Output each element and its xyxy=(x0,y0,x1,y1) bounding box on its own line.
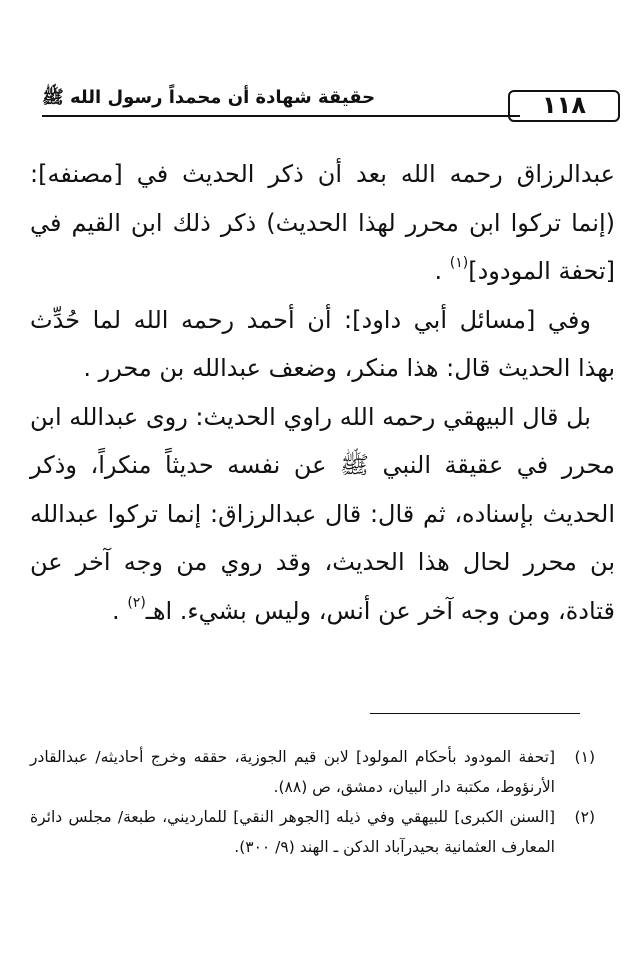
paragraph: وفي [مسائل أبي داود]: أن أحمد رحمه الله لما حُدِّث بهذا الحديث قال: هذا منكر، وضعف عبدالله بن محرر . xyxy=(30,305,615,382)
paragraph-text: عبدالرزاق رحمه الله بعد أن ذكر الحديث في [مصنفه]: (إنما تركوا ابن محرر لهذا الحديث) ذكر ذلك ابن القيم في [تحفة المودود] xyxy=(30,160,615,285)
header-rule xyxy=(42,115,520,117)
paragraph xyxy=(30,393,615,636)
footnotes xyxy=(30,742,595,862)
footnote-ref: (٢) xyxy=(127,594,146,611)
footnote-mark: (١) xyxy=(574,748,595,766)
footnote-separator xyxy=(370,713,580,714)
footnote xyxy=(30,742,595,802)
body-text xyxy=(30,150,615,635)
paragraph-end: . xyxy=(112,596,128,625)
footnote-mark: (٢) xyxy=(574,808,595,826)
footnote-text: [السنن الكبرى] للبيهقي وفي ذيله [الجوهر النقي] للمارديني، طبعة/ مجلس دائرة المعارف العثمانية بحيدرآباد الدكن ـ الهند (٩/ ٣٠٠). xyxy=(30,808,555,856)
footnote-ref: (١) xyxy=(449,255,469,271)
paragraph-text: بل قال البيهقي رحمه الله راوي الحديث: روى عبدالله ابن محرر في عقيقة النبي ﷺ عن نفسه حديثاً منكراً، وذكر الحديث بإسناده، ثم قال: قال عبدالرزاق: إنما تركوا عبدالله بن محرر لحال هذا الحديث، وقد روي من وجه آخر عن قتادة، ومن وجه آخر عن أنس، وليس بشيء. اهـ xyxy=(30,402,615,625)
running-title: حقيقة شهادة أن محمداً رسول الله ﷺ xyxy=(42,87,376,108)
paragraph xyxy=(30,150,615,296)
footnote-text: [تحفة المودود بأحكام المولود] لابن قيم الجوزية، حققه وخرج أحاديثه/ عبدالقادر الأرنؤوط، مكتبة دار البيان، دمشق، ص (٨٨). xyxy=(30,748,555,796)
page-header xyxy=(20,84,620,124)
page-number: ١١٨ xyxy=(508,90,620,122)
footnote xyxy=(30,802,595,862)
paragraph-end: . xyxy=(434,257,450,285)
